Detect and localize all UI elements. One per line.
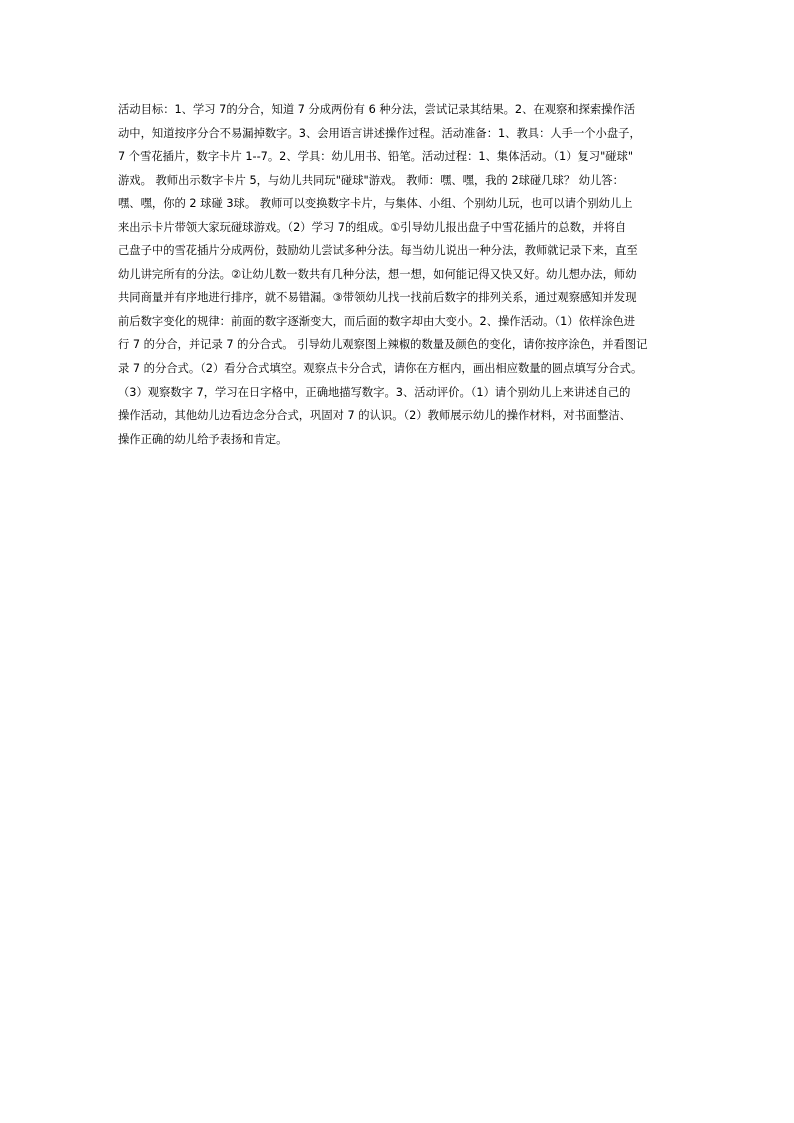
text-line: 7 个雪花插片，数字卡片 1--7。2、学具：幼儿用书、铅笔。活动过程：1、集体活动。（1）复习"碰球" (118, 150, 634, 164)
text-line: 动中，知道按序分合不易漏掉数字。3、会用语言讲述操作过程。活动准备：1、教具：人手一个小盘子， (118, 126, 641, 140)
text-line: 来出示卡片带领大家玩碰球游戏。（2）学习 7的组成。①引导幼儿报出盘子中雪花插片的总数，并将自 (118, 220, 627, 234)
text-line: 录 7 的分合式。（2）看分合式填空。观察点卡分合式，请你在方框内，画出相应数量的圆点填写分合式。 (118, 362, 643, 376)
text-line: 操作正确的幼儿给予表扬和肯定。 (118, 432, 288, 446)
text-line: 己盘子中的雪花插片分成两份，鼓励幼儿尝试多种分法。每当幼儿说出一种分法，教师就记录下来，直至 (118, 244, 638, 258)
text-line: 幼儿讲完所有的分法。②让幼儿数一数共有几种分法，想一想，如何能记得又快又好。幼儿想办法，师幼 (118, 267, 637, 281)
text-line: （3）观察数字 7，学习在日字格中，正确地描写数字。3、活动评价。（1）请个别幼儿上来讲述自己的 (118, 385, 631, 399)
text-line: 行 7 的分合，并记录 7 的分合式。 引导幼儿观察图上辣椒的数量及颜色的变化，请你按序涂色，并看图记 (118, 338, 648, 352)
text-line: 活动目标：1、学习 7的分合，知道 7 分成两份有 6 种分法，尝试记录其结果。2、在观察和探索操作活 (118, 103, 636, 116)
lesson-plan-text (118, 98, 678, 451)
text-line: 前后数字变化的规律：前面的数字逐渐变大，而后面的数字却由大变小。2、操作活动。（1）依样涂色进 (118, 314, 636, 328)
text-line: 游戏。 教师出示数字卡片 5，与幼儿共同玩"碰球"游戏。 教师：嘿、嘿，我的 2球碰几球？ 幼儿答： (118, 173, 624, 187)
text-line: 操作活动，其他幼儿边看边念分合式，巩固对 7 的认识。（2）教师展示幼儿的操作材料，对书面整洁、 (118, 409, 631, 423)
text-line: 嘿、嘿，你的 2 球碰 3球。 教师可以变换数字卡片，与集体、小组、个别幼儿玩，也可以请个别幼儿上 (118, 197, 633, 211)
text-line: 共同商量并有序地进行排序，就不易错漏。③带领幼儿找一找前后数字的排列关系，通过观察感知并发现 (118, 291, 637, 305)
